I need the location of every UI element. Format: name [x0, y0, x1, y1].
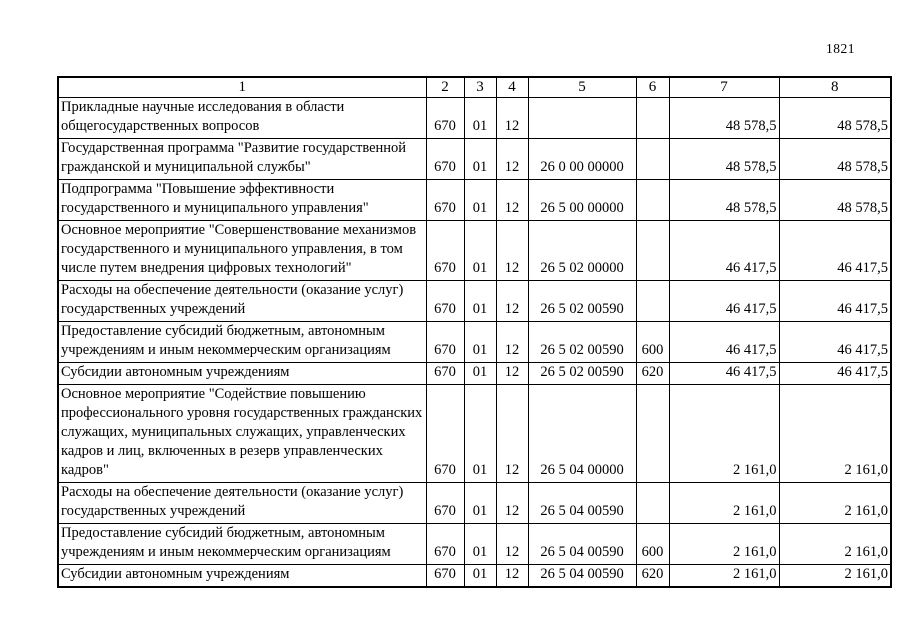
value-cell: [636, 139, 669, 180]
column-header: 6: [636, 77, 669, 98]
value-cell: 600: [636, 524, 669, 565]
value-cell: 46 417,5: [669, 363, 779, 385]
value-cell: 46 417,5: [669, 322, 779, 363]
value-cell: 01: [464, 524, 496, 565]
value-cell: 46 417,5: [779, 322, 891, 363]
value-cell: 12: [496, 139, 528, 180]
table-row: [58, 363, 891, 385]
value-cell: [636, 221, 669, 281]
value-cell: 26 5 02 00590: [528, 281, 636, 322]
value-cell: 01: [464, 565, 496, 588]
value-cell: 48 578,5: [669, 180, 779, 221]
value-cell: 2 161,0: [779, 483, 891, 524]
column-header: 5: [528, 77, 636, 98]
value-cell: 01: [464, 180, 496, 221]
value-cell: 48 578,5: [779, 180, 891, 221]
value-cell: 26 5 02 00000: [528, 221, 636, 281]
value-cell: 2 161,0: [779, 385, 891, 483]
row-label-cell: Расходы на обеспечение деятельности (оказание услуг) государственных учреждений: [58, 281, 426, 322]
value-cell: 2 161,0: [669, 524, 779, 565]
table-row: [58, 281, 891, 322]
row-label-cell: Прикладные научные исследования в области общегосударственных вопросов: [58, 98, 426, 139]
value-cell: [636, 180, 669, 221]
value-cell: 600: [636, 322, 669, 363]
value-cell: 12: [496, 221, 528, 281]
row-label-cell: Предоставление субсидий бюджетным, автономным учреждениям и иным некоммерческим организациям: [58, 524, 426, 565]
row-label-cell: Подпрограмма "Повышение эффективности государственного и муниципального управления": [58, 180, 426, 221]
value-cell: 12: [496, 363, 528, 385]
value-cell: 670: [426, 139, 464, 180]
value-cell: 2 161,0: [669, 483, 779, 524]
value-cell: 46 417,5: [779, 221, 891, 281]
value-cell: [636, 281, 669, 322]
value-cell: 12: [496, 524, 528, 565]
value-cell: 12: [496, 483, 528, 524]
column-header: 1: [58, 77, 426, 98]
value-cell: [528, 98, 636, 139]
row-label-cell: Субсидии автономным учреждениям: [58, 363, 426, 385]
value-cell: [636, 98, 669, 139]
value-cell: 01: [464, 281, 496, 322]
table-row: [58, 385, 891, 483]
row-label-cell: Основное мероприятие "Совершенствование механизмов государственного и муниципального управления, в том числе путем внедрения цифровых технологий": [58, 221, 426, 281]
value-cell: 48 578,5: [669, 139, 779, 180]
value-cell: 01: [464, 98, 496, 139]
row-label-cell: Расходы на обеспечение деятельности (оказание услуг) государственных учреждений: [58, 483, 426, 524]
value-cell: 26 5 04 00590: [528, 483, 636, 524]
value-cell: 12: [496, 565, 528, 588]
value-cell: 670: [426, 565, 464, 588]
value-cell: 670: [426, 385, 464, 483]
value-cell: 26 5 04 00590: [528, 524, 636, 565]
table-header-row: [58, 77, 891, 98]
column-header: 2: [426, 77, 464, 98]
value-cell: 48 578,5: [779, 98, 891, 139]
row-label-cell: Государственная программа "Развитие государственной гражданской и муниципальной службы": [58, 139, 426, 180]
table-row: [58, 221, 891, 281]
value-cell: 48 578,5: [779, 139, 891, 180]
budget-table: [57, 76, 892, 588]
value-cell: 2 161,0: [779, 524, 891, 565]
table-row: [58, 483, 891, 524]
value-cell: [636, 483, 669, 524]
value-cell: 01: [464, 221, 496, 281]
value-cell: 670: [426, 221, 464, 281]
value-cell: 26 0 00 00000: [528, 139, 636, 180]
column-header: 8: [779, 77, 891, 98]
table-row: [58, 98, 891, 139]
value-cell: 670: [426, 98, 464, 139]
column-header: 3: [464, 77, 496, 98]
table-row: [58, 565, 891, 588]
value-cell: 01: [464, 322, 496, 363]
column-header: 7: [669, 77, 779, 98]
value-cell: 670: [426, 524, 464, 565]
value-cell: 12: [496, 281, 528, 322]
value-cell: 26 5 04 00000: [528, 385, 636, 483]
value-cell: 26 5 02 00590: [528, 322, 636, 363]
value-cell: [636, 385, 669, 483]
value-cell: 620: [636, 363, 669, 385]
value-cell: 48 578,5: [669, 98, 779, 139]
value-cell: 2 161,0: [779, 565, 891, 588]
value-cell: 01: [464, 363, 496, 385]
value-cell: 46 417,5: [669, 221, 779, 281]
page-number: 1821: [826, 41, 855, 56]
value-cell: 26 5 02 00590: [528, 363, 636, 385]
row-label-cell: Субсидии автономным учреждениям: [58, 565, 426, 588]
value-cell: 12: [496, 180, 528, 221]
value-cell: 620: [636, 565, 669, 588]
row-label-cell: Предоставление субсидий бюджетным, автономным учреждениям и иным некоммерческим организациям: [58, 322, 426, 363]
table-row: [58, 524, 891, 565]
value-cell: 26 5 04 00590: [528, 565, 636, 588]
value-cell: 12: [496, 385, 528, 483]
table-body: [58, 98, 891, 588]
value-cell: 2 161,0: [669, 385, 779, 483]
value-cell: 670: [426, 483, 464, 524]
column-header: 4: [496, 77, 528, 98]
value-cell: 01: [464, 385, 496, 483]
table-row: [58, 180, 891, 221]
value-cell: 46 417,5: [779, 281, 891, 322]
value-cell: 670: [426, 281, 464, 322]
value-cell: 46 417,5: [669, 281, 779, 322]
value-cell: 2 161,0: [669, 565, 779, 588]
value-cell: 12: [496, 98, 528, 139]
value-cell: 670: [426, 363, 464, 385]
value-cell: 01: [464, 139, 496, 180]
value-cell: 670: [426, 322, 464, 363]
table-row: [58, 322, 891, 363]
table-row: [58, 139, 891, 180]
value-cell: 26 5 00 00000: [528, 180, 636, 221]
value-cell: 670: [426, 180, 464, 221]
value-cell: 12: [496, 322, 528, 363]
row-label-cell: Основное мероприятие "Содействие повышению профессионального уровня государственных гражданских служащих, муниципальных служащих, управленческих кадров и лиц, включенных в резерв управленческих кадров": [58, 385, 426, 483]
value-cell: 01: [464, 483, 496, 524]
value-cell: 46 417,5: [779, 363, 891, 385]
